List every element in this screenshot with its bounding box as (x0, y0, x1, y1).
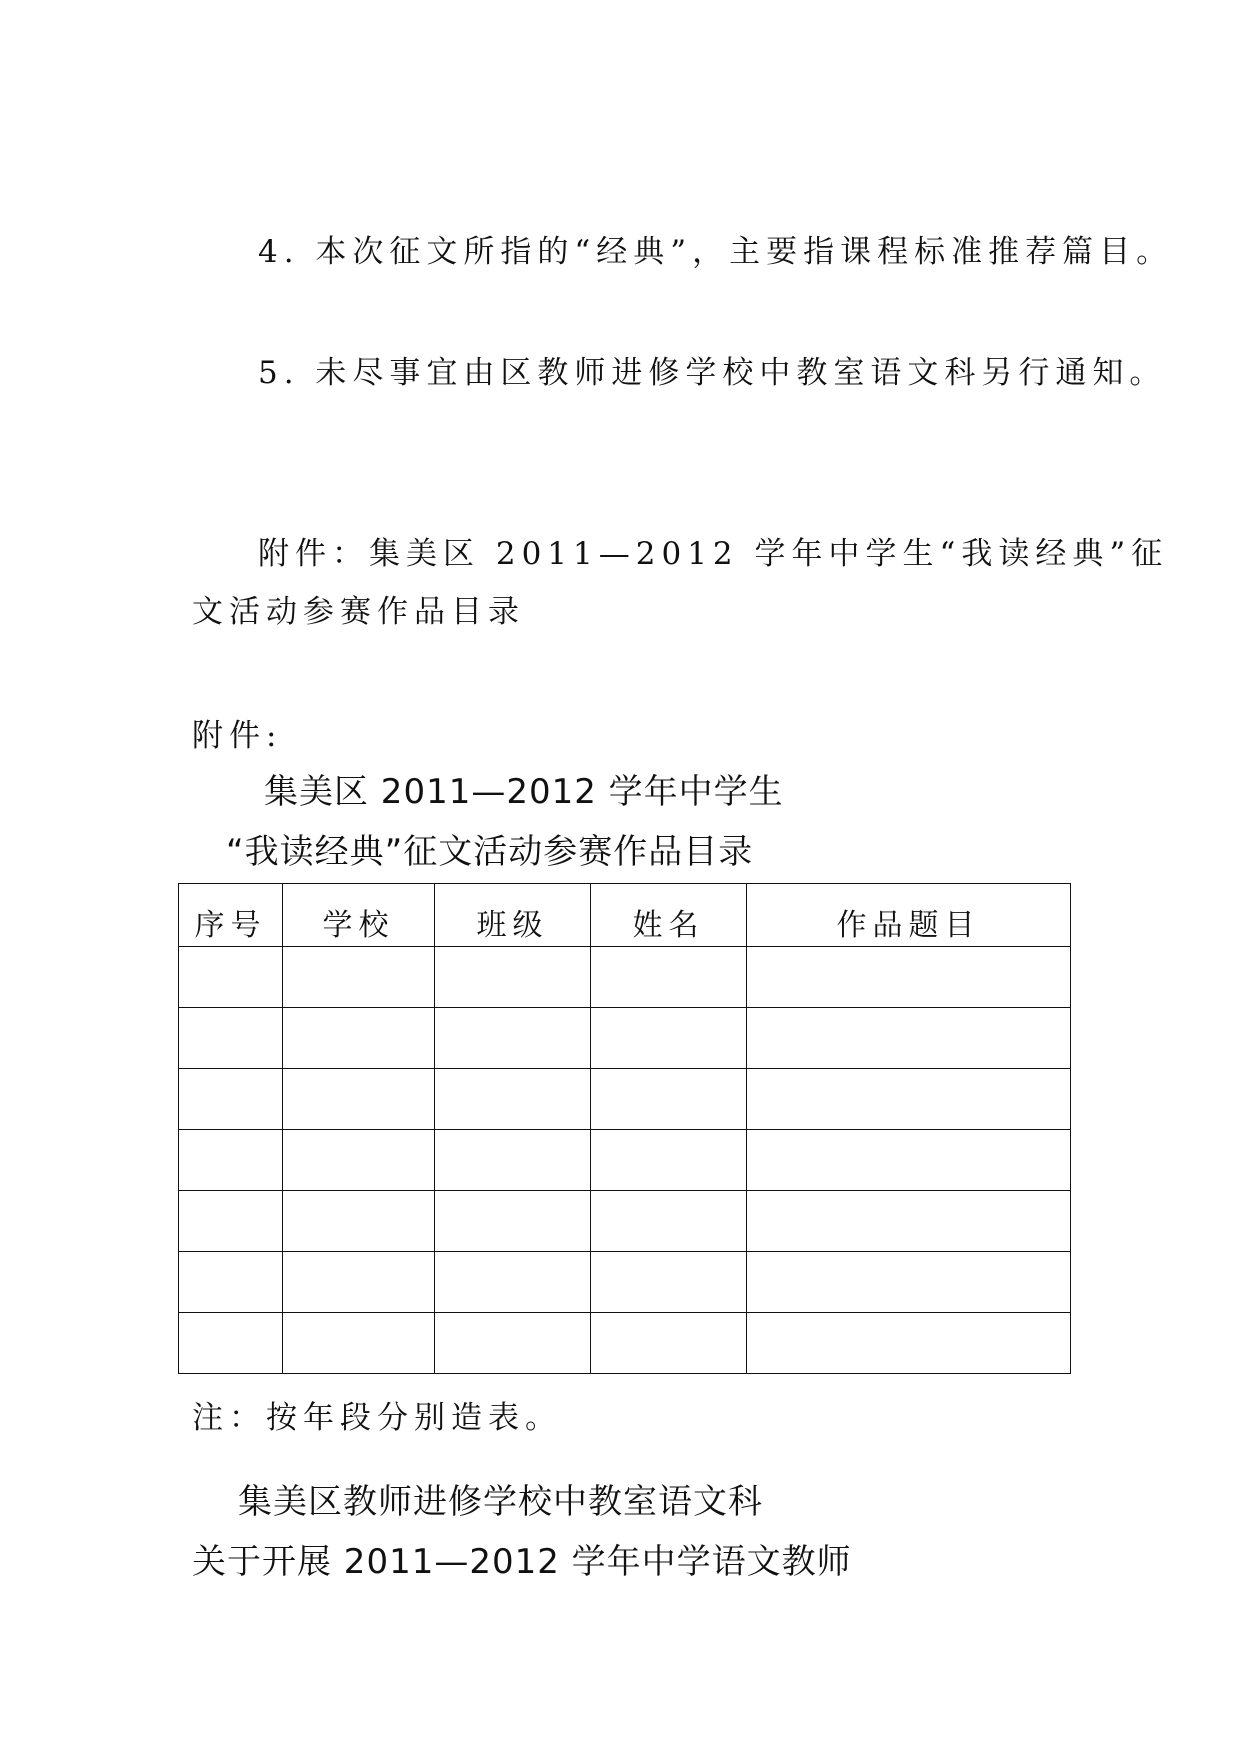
table-cell (435, 1252, 591, 1313)
table-cell (435, 1313, 591, 1374)
table-cell (179, 1313, 283, 1374)
table-cell (179, 1130, 283, 1191)
table-cell (591, 947, 747, 1008)
table-row (179, 1252, 1071, 1313)
table-cell (591, 1191, 747, 1252)
table-header-row (179, 884, 1071, 947)
table-cell (747, 1313, 1071, 1374)
table-row (179, 1313, 1071, 1374)
attachment-note-line-1: 附件：集美区 2011—2012 学年中学生“我读经典”征 (258, 536, 1169, 572)
table-cell (283, 1252, 435, 1313)
column-header-class: 班级 (435, 884, 591, 947)
entry-list-table (178, 883, 1071, 1374)
attachment-note-line-2: 文活动参赛作品目录 (192, 594, 525, 630)
next-section-heading-line-1: 集美区教师进修学校中教室语文科 (238, 1482, 763, 1522)
next-section-heading-line-2: 关于开展 2011—2012 学年中学语文教师 (192, 1542, 852, 1582)
table-cell (747, 1069, 1071, 1130)
table-cell (435, 947, 591, 1008)
attachment-title-line-2: “我读经典”征文活动参赛作品目录 (226, 832, 754, 872)
table-cell (179, 1191, 283, 1252)
table-cell (591, 1313, 747, 1374)
column-header-name: 姓名 (591, 884, 747, 947)
attachment-title-line-1: 集美区 2011—2012 学年中学生 (264, 772, 784, 812)
table-cell (283, 947, 435, 1008)
table-cell (283, 1008, 435, 1069)
column-header-number: 序号 (179, 884, 283, 947)
table-cell (591, 1252, 747, 1313)
table-cell (179, 1252, 283, 1313)
table-cell (747, 1008, 1071, 1069)
table-row (179, 1069, 1071, 1130)
table-cell (747, 1191, 1071, 1252)
table-cell (747, 1130, 1071, 1191)
table-row (179, 1130, 1071, 1191)
item-5-text: 5. 未尽事宜由区教师进修学校中教室语文科另行通知。 (258, 355, 1167, 391)
table-cell (747, 1252, 1071, 1313)
table-row (179, 1191, 1071, 1252)
table-cell (179, 1008, 283, 1069)
table-cell (435, 1008, 591, 1069)
attachment-label: 附件: (192, 718, 283, 754)
column-header-title: 作品题目 (747, 884, 1071, 947)
table-cell (747, 947, 1071, 1008)
table-cell (283, 1130, 435, 1191)
table-cell (283, 1069, 435, 1130)
table-note: 注：按年段分别造表。 (192, 1400, 562, 1436)
table-cell (283, 1313, 435, 1374)
table-cell (591, 1069, 747, 1130)
table-cell (591, 1008, 747, 1069)
column-header-school: 学校 (283, 884, 435, 947)
table-cell (435, 1130, 591, 1191)
table-cell (591, 1130, 747, 1191)
table-body (179, 947, 1071, 1374)
table-row (179, 1008, 1071, 1069)
table-cell (179, 1069, 283, 1130)
table-cell (435, 1069, 591, 1130)
item-4-text: 4. 本次征文所指的“经典”，主要指课程标准推荐篇目。 (258, 234, 1174, 270)
table-cell (435, 1191, 591, 1252)
table-cell (283, 1191, 435, 1252)
table-cell (179, 947, 283, 1008)
table-row (179, 947, 1071, 1008)
